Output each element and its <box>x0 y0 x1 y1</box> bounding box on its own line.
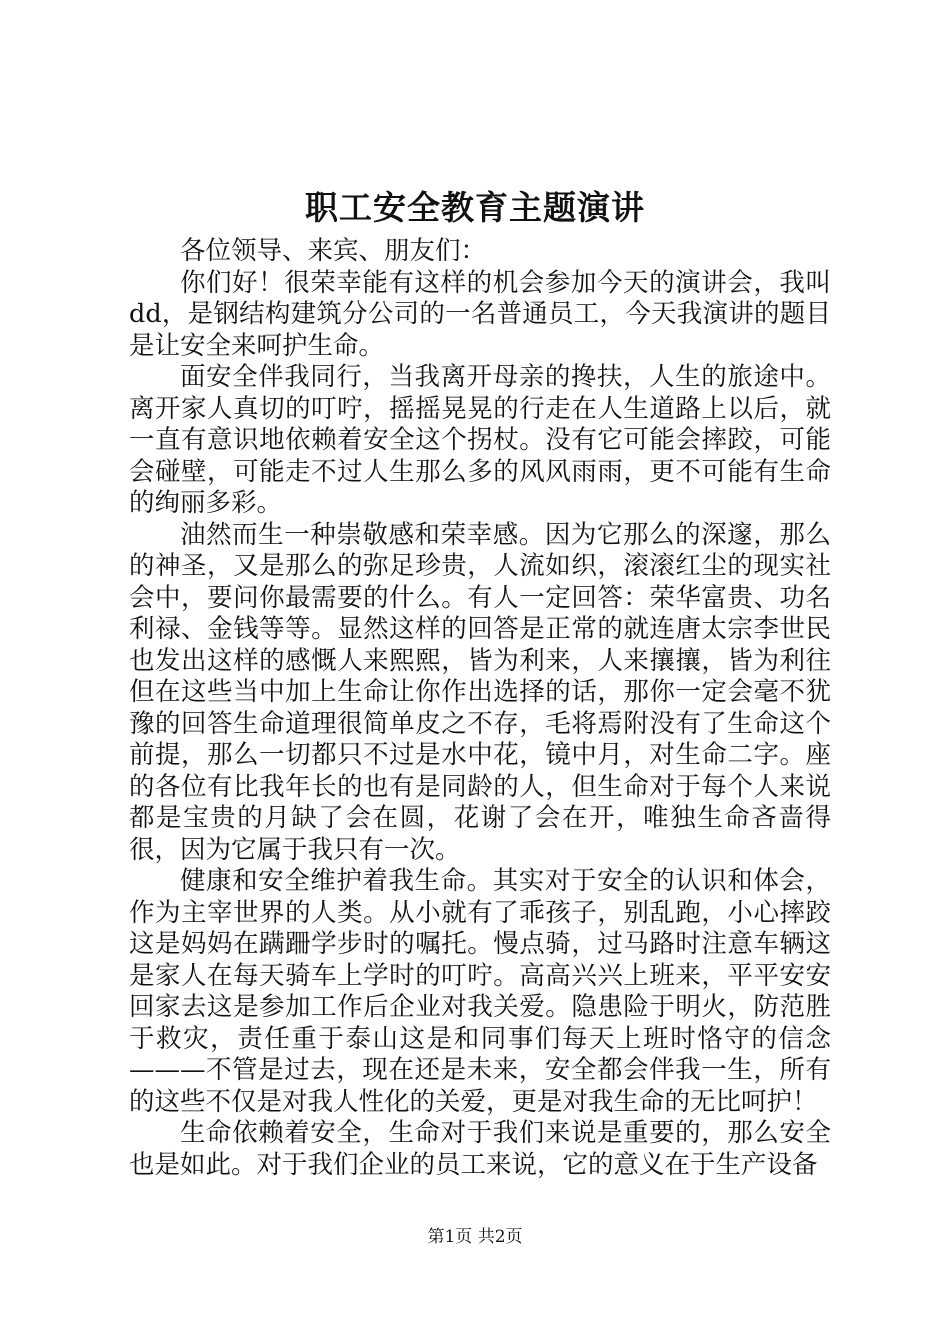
paragraph-companion: 面安全伴我同行，当我离开母亲的搀扶，人生的旅途中。离开家人真切的叮咛，摇摇晃晃的行走在人生道路上以后，就一直有意识地依赖着安全这个拐杖。没有它可能会摔跤，可能会碰壁，可能走不过人生那么多的风风雨雨，更不可能有生命的绚丽多彩。 <box>129 362 831 518</box>
paragraph-greeting: 各位领导、来宾、朋友们： <box>180 236 487 266</box>
document-title: 职工安全教育主题演讲 <box>305 188 645 227</box>
paragraph-health-safety: 健康和安全维护着我生命。其实对于安全的认识和体会，作为主宰世界的人类。从小就有了乖孩子，别乱跑，小心摔跤这是妈妈在蹒跚学步时的嘱托。慢点骑，过马路时注意车辆这是家人在每天骑车上学时的叮咛。高高兴兴上班来，平平安安回家去这是参加工作后企业对我关爱。隐患险于明火，防范胜于救灾，责任重于泰山这是和同事们每天上班时恪守的信念———不管是过去，现在还是未来，安全都会伴我一生，所有的这些不仅是对我人性化的关爱，更是对我生命的无比呵护！ <box>129 866 831 1117</box>
document-body <box>129 236 831 1181</box>
page-footer: 第1页 共2页 <box>427 1227 523 1247</box>
paragraph-reverence: 油然而生一种崇敬感和荣幸感。因为它那么的深邃，那么的神圣，又是那么的弥足珍贵，人流如织，滚滚红尘的现实社会中，要问你最需要的什么。有人一定回答：荣华富贵、功名利禄、金钱等等。显然这样的回答是正常的就连唐太宗李世民也发出这样的感慨人来熙熙，皆为利来，人来攘攘，皆为利往但在这些当中加上生命让你作出选择的话，那你一定会毫不犹豫的回答生命道理很简单皮之不存，毛将焉附没有了生命这个前提，那么一切都只不过是水中花，镜中月，对生命二字。座的各位有比我年长的也有是同龄的人，但生命对于每个人来说都是宝贵的月缺了会在圆，花谢了会在开，唯独生命吝啬得很，因为它属于我只有一次。 <box>129 519 831 865</box>
paragraph-life-depends: 生命依赖着安全，生命对于我们来说是重要的，那么安全也是如此。对于我们企业的员工来说，它的意义在于生产设备 <box>129 1118 831 1180</box>
paragraph-introduction: 你们好！很荣幸能有这样的机会参加今天的演讲会，我叫dd，是钢结构建筑分公司的一名普通员工，今天我演讲的题目是让安全来呵护生命。 <box>129 267 831 361</box>
